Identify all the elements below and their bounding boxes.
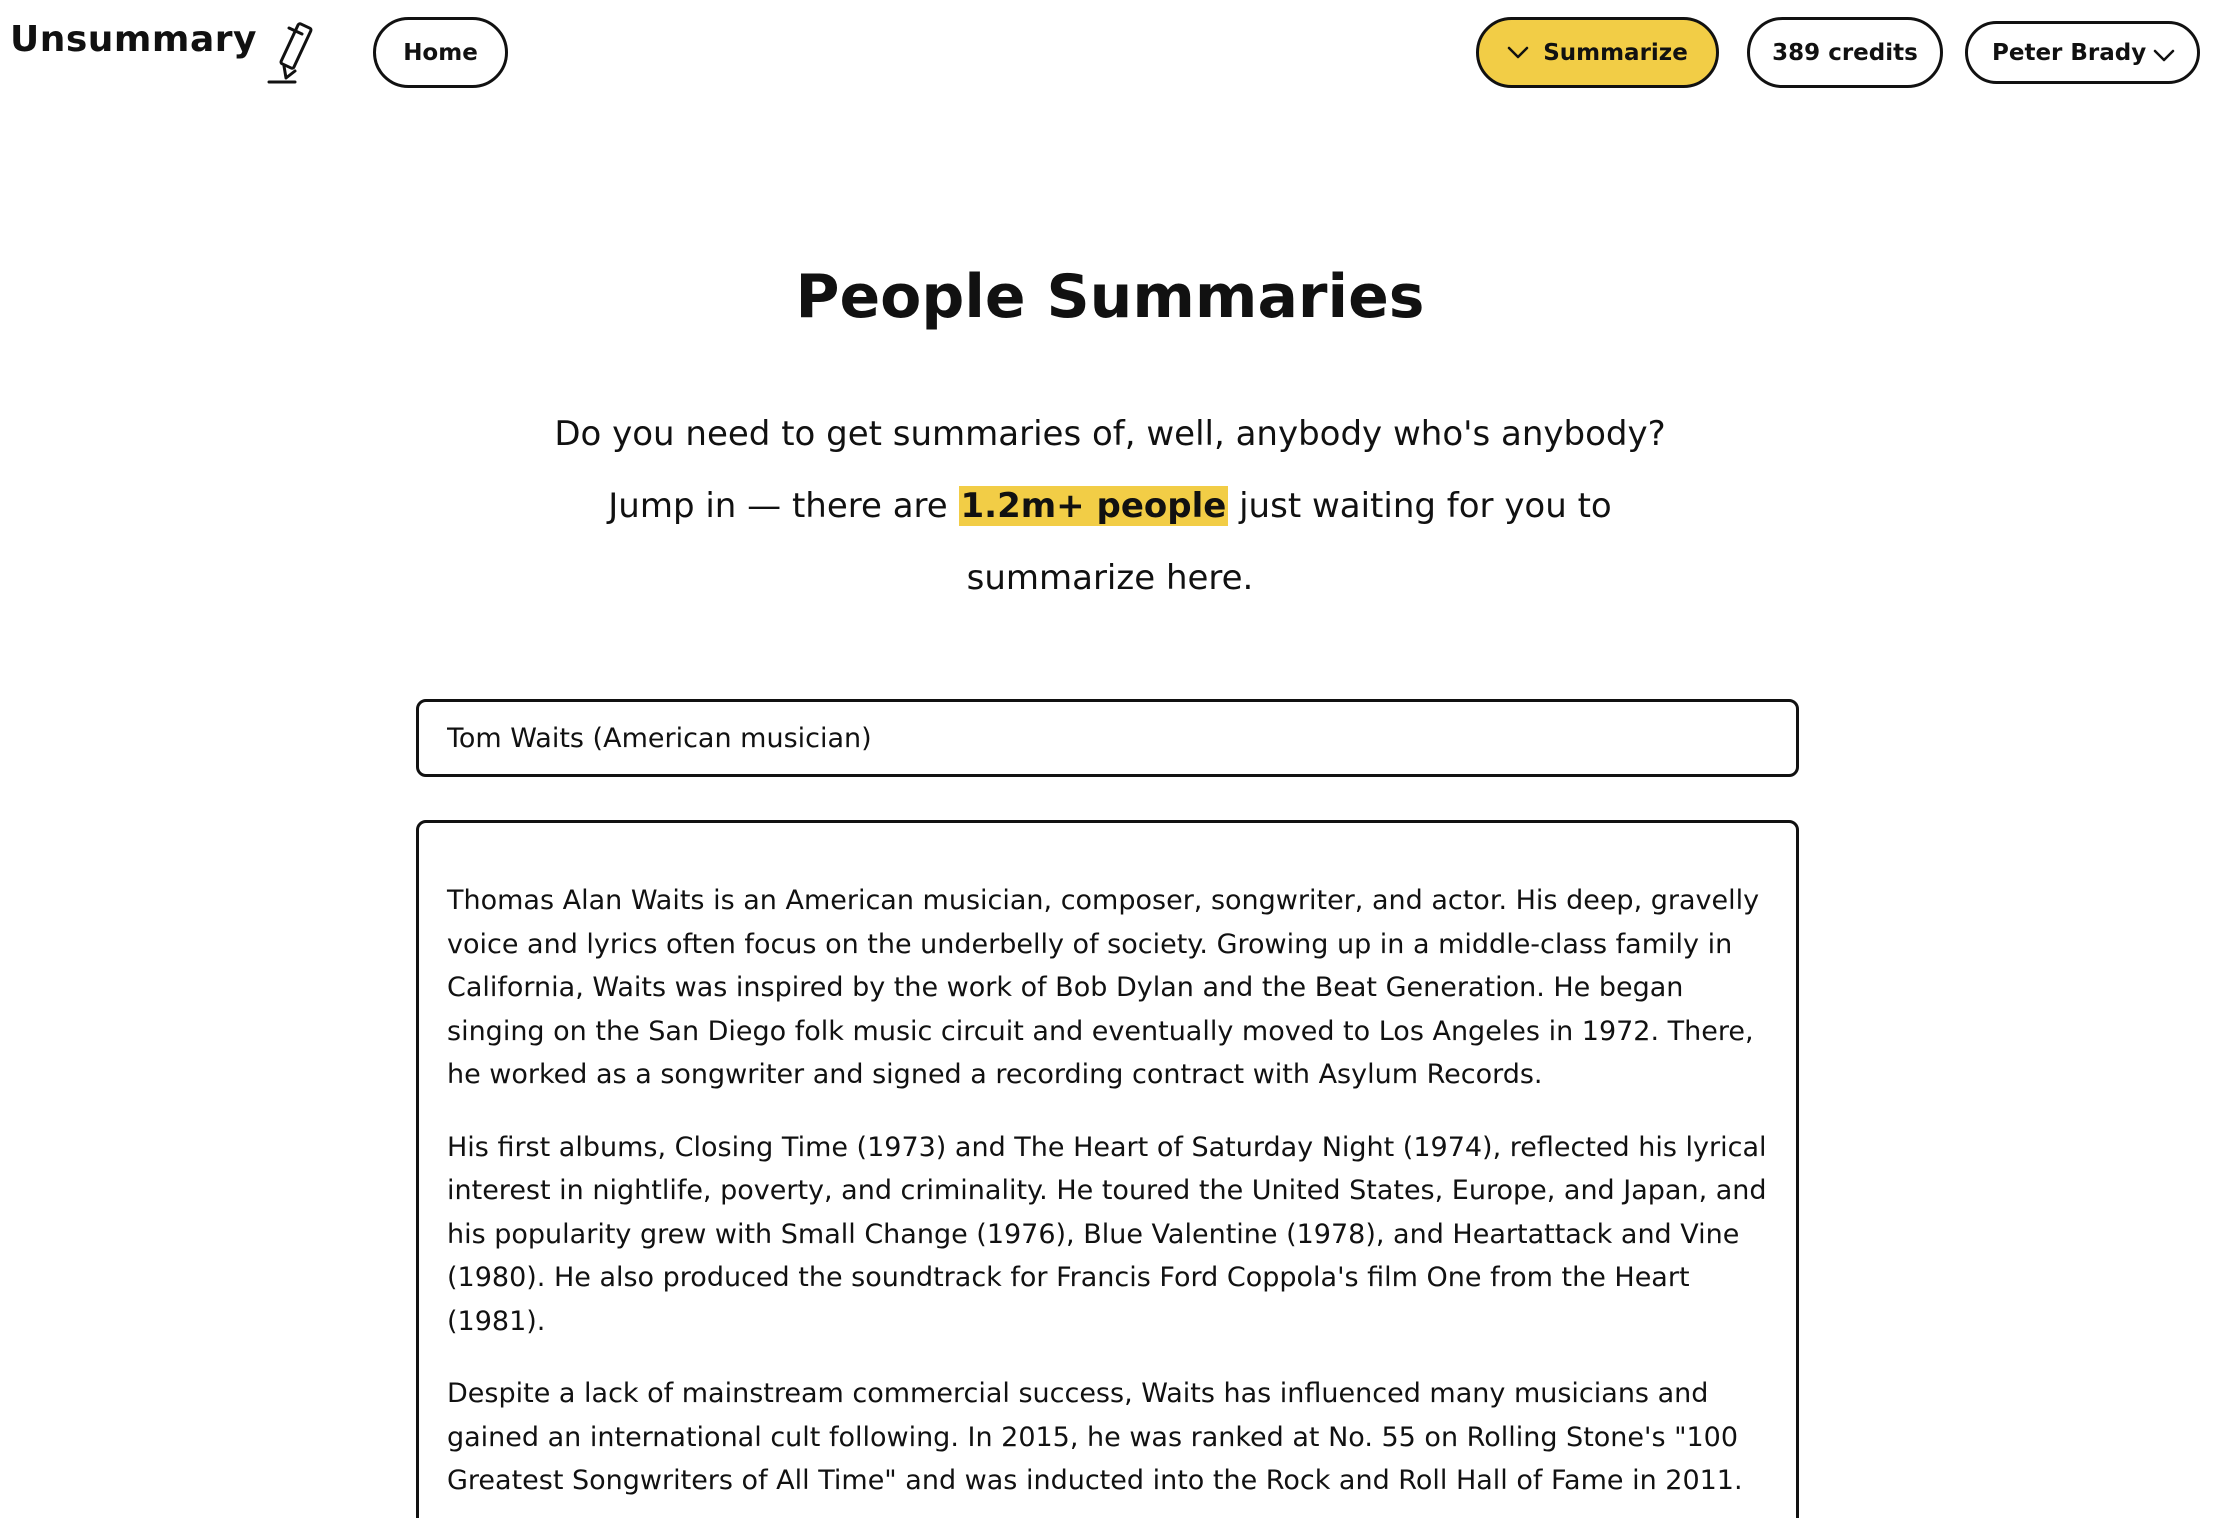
pencil-icon: [259, 14, 329, 90]
credits-label: 389 credits: [1772, 39, 1918, 66]
summary-paragraph: His first albums, Closing Time (1973) and The Heart of Saturday Night (1974), reflected his lyrical interest in nightlife, poverty, and criminality. He toured the United States, Europe, and Japan, and his popularity grew with Small Change (1976), Blue Valentine (1978), and Heartattack and Vine (1980). He also produced the soundtrack for Francis Ford Coppola's film One from the Heart (1981).: [447, 1131, 1767, 1337]
logo[interactable]: [10, 14, 329, 90]
person-search-input[interactable]: [416, 699, 1799, 777]
summary-paragraph: Thomas Alan Waits is an American musician, composer, songwriter, and actor. His deep, gravelly voice and lyrics often focus on the underbelly of society. Growing up in a middle-class family in California, Waits was inspired by the work of Bob Dylan and the Beat Generation. He began singing on the San Diego folk music circuit and eventually moved to Los Angeles in 1972. There, he worked as a songwriter and signed a recording contract with Asylum Records.: [447, 885, 1760, 1090]
chevron-down-icon: [1507, 40, 1529, 66]
chevron-down-icon: [2153, 43, 2175, 69]
summarize-button[interactable]: [1476, 17, 1719, 88]
home-button[interactable]: [373, 17, 508, 88]
home-button-label: Home: [403, 39, 478, 66]
credits-button[interactable]: [1747, 17, 1943, 88]
summary-paragraph: Despite a lack of mainstream commercial success, Waits has influenced many musicians and gained an international cult following. In 2015, he was ranked at No. 55 on Rolling Stone's "100 Greatest Songwriters of All Time" and was inducted into the Rock and Roll Hall of Fame in 2011.: [447, 1378, 1743, 1496]
subtitle-line1: Do you need to get summaries of, well, anybody who's anybody?: [554, 414, 1666, 454]
user-menu-button[interactable]: [1965, 21, 2200, 84]
logo-text: Unsummary: [10, 19, 257, 60]
summarize-button-label: Summarize: [1543, 39, 1688, 66]
summary-panel: [416, 820, 1799, 1518]
page-title: People Summaries: [795, 262, 1425, 332]
user-name: Peter Brady: [1992, 39, 2147, 66]
subtitle-pre: Jump in — there are: [608, 486, 959, 526]
page-subtitle: [510, 398, 1710, 614]
subtitle-post: just waiting for you to summarize here.: [966, 486, 1612, 598]
people-count-highlight: 1.2m+ people: [960, 486, 1227, 526]
